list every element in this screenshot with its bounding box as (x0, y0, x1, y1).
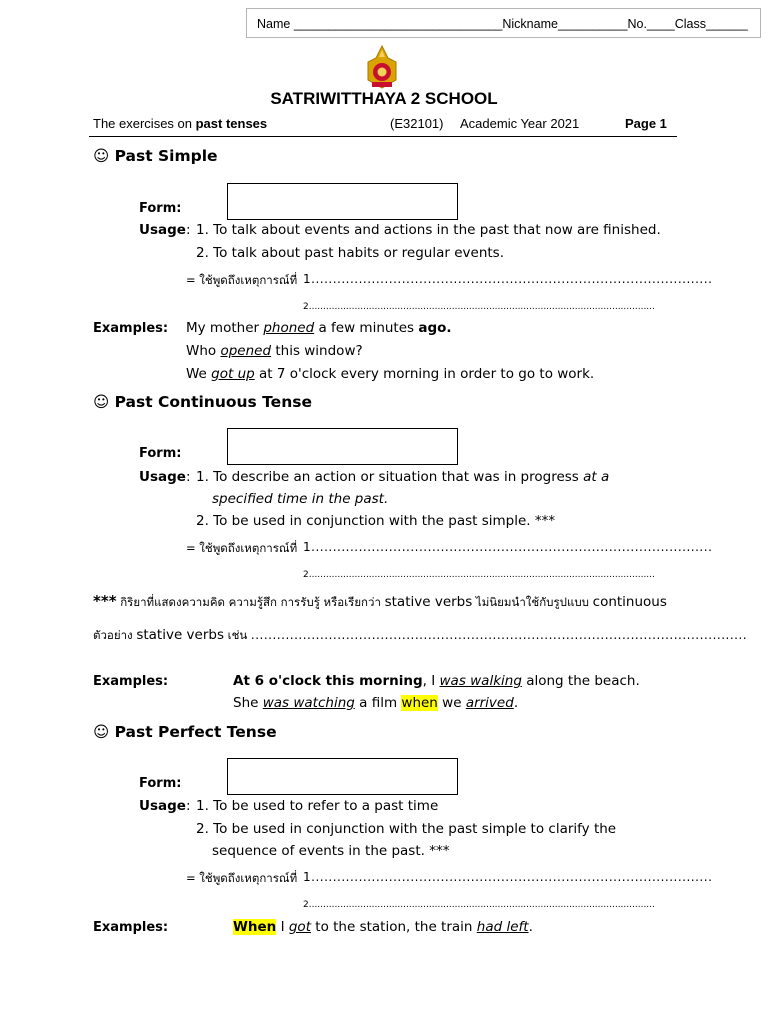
past-continuous-usage-1-cont: specified time in the past. (212, 491, 389, 507)
examples-label: Examples: (93, 674, 169, 689)
school-crest-icon (358, 44, 406, 92)
smiley-icon: ☺ (93, 393, 110, 411)
past-perfect-usage-2: 2. To be used in conjunction with the past simple to clarify the (196, 821, 617, 837)
header-divider (89, 136, 677, 137)
examples-label: Examples: (93, 321, 169, 336)
answer-line-1[interactable]: 1............................................................................................. (303, 272, 713, 286)
section-title-past-continuous: ☺ Past Continuous Tense (93, 393, 312, 411)
past-perfect-usage-1: 1. To be used to refer to a past time (196, 798, 439, 814)
past-perfect-example-1: When I got to the station, the train had left. (233, 919, 533, 935)
examples-label: Examples: (93, 920, 169, 935)
past-continuous-example-1: At 6 o'clock this morning, I was walking along the beach. (233, 673, 640, 689)
answer-line-1[interactable]: 1............................................................................................. (303, 870, 713, 884)
form-label: Form: (139, 201, 182, 216)
page-number: Page 1 (625, 116, 667, 131)
answer-line-1[interactable]: 1............................................................................................. (303, 540, 713, 554)
exercise-subtitle: The exercises on past tenses (93, 116, 268, 131)
form-label: Form: (139, 776, 182, 791)
past-simple-usage-1: 1. To talk about events and actions in the past that now are finished. (196, 222, 661, 238)
past-perfect-form-box[interactable] (227, 758, 458, 795)
past-simple-example-1: My mother phoned a few minutes ago. (186, 320, 452, 336)
past-continuous-usage-2: 2. To be used in conjunction with the past simple. *** (196, 513, 556, 529)
thai-prompt: = ใช้พูดถึงเหตุการณ์ที่ (186, 541, 298, 555)
thai-prompt: = ใช้พูดถึงเหตุการณ์ที่ (186, 871, 298, 885)
school-name: SATRIWITTHAYA 2 SCHOOL (270, 89, 498, 108)
stative-verbs-example-line: ตัวอย่าง stative verbs เช่น ................................................................................................................... (93, 627, 748, 643)
section-title-past-simple: ☺ Past Simple (93, 147, 218, 165)
stative-answer-line[interactable]: ................................................................................................................... (250, 628, 748, 642)
smiley-icon: ☺ (93, 723, 110, 741)
academic-year: Academic Year 2021 (460, 116, 580, 131)
past-continuous-usage-1: 1. To describe an action or situation that was in progress at a (196, 469, 610, 485)
usage-label: Usage: (139, 222, 191, 238)
past-simple-usage-2: 2. To talk about past habits or regular events. (196, 245, 504, 261)
section-title-past-perfect: ☺ Past Perfect Tense (93, 723, 277, 741)
student-info-field[interactable] (246, 8, 761, 38)
past-simple-example-2: Who opened this window? (186, 343, 363, 359)
past-perfect-usage-2-cont: sequence of events in the past. *** (212, 843, 450, 859)
stative-verbs-note: *** กิริยาที่แสดงความคิด ความรู้สึก การรับรู้ หรือเรียกว่า stative verbs ไม่นิยมนำใช้กับรูปแบบ continuous (93, 592, 667, 610)
answer-line-2[interactable]: 2......................................................................................................................... (303, 570, 655, 580)
past-continuous-form-box[interactable] (227, 428, 458, 465)
smiley-icon: ☺ (93, 147, 110, 165)
course-code: (E32101) (390, 116, 444, 131)
usage-label: Usage: (139, 469, 191, 485)
name-line: Name ______________________________Nickname__________No.____Class______ (257, 17, 748, 31)
answer-line-2[interactable]: 2......................................................................................................................... (303, 900, 655, 910)
past-continuous-example-2: She was watching a film when we arrived. (233, 695, 519, 711)
answer-line-2[interactable]: 2......................................................................................................................... (303, 302, 655, 312)
past-simple-form-box[interactable] (227, 183, 458, 220)
thai-prompt: = ใช้พูดถึงเหตุการณ์ที่ (186, 273, 298, 287)
usage-label: Usage: (139, 798, 191, 814)
past-simple-example-3: We got up at 7 o'clock every morning in order to go to work. (186, 366, 595, 382)
form-label: Form: (139, 446, 182, 461)
